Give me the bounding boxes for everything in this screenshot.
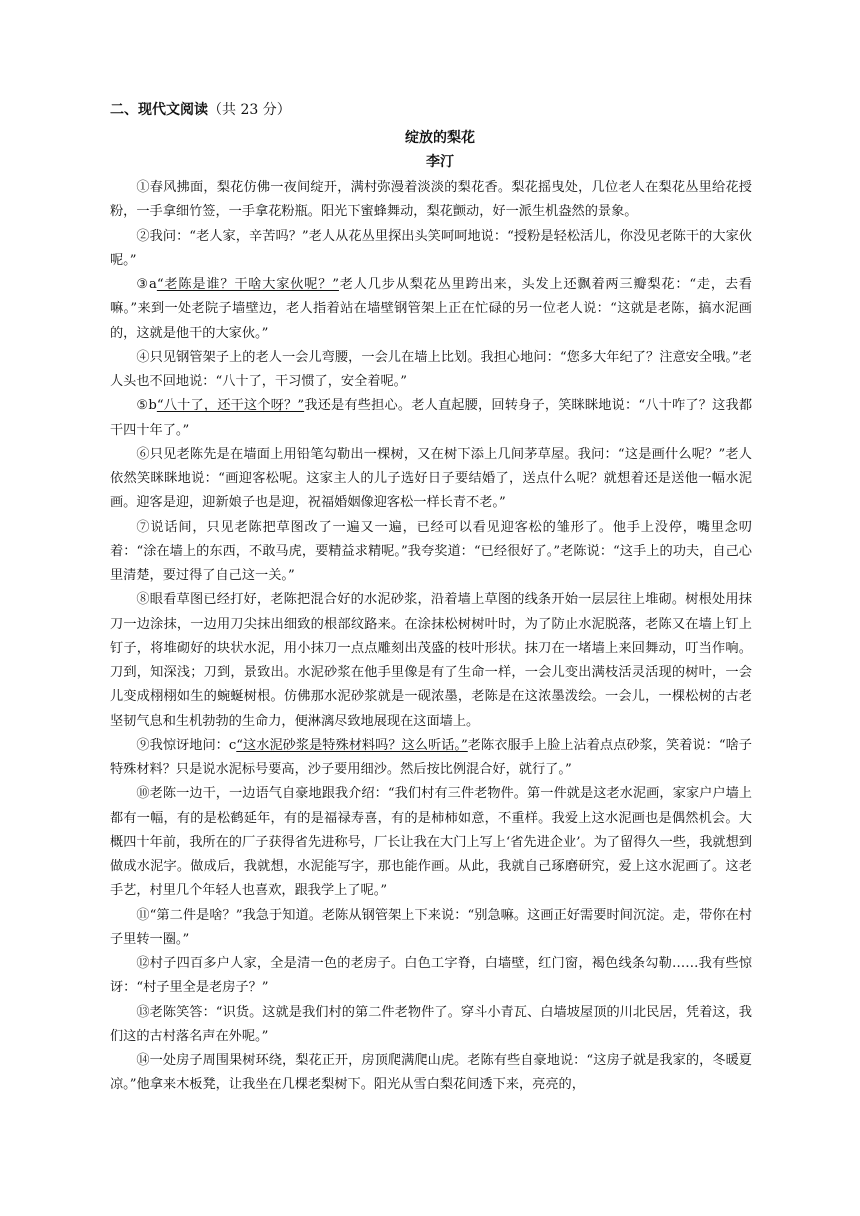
paragraph-text: ⑩老陈一边干，一边语气自豪地跟我介绍：“我们村有三件老物件。第一件就是这老水泥画，家家户户墙上都有一幅，有的是松鹤延年，有的是福禄寿喜，有的是柿柿如意，不重样。我爱上这水泥画也是偶然机会。大概四十年前，我所在的厂子获得省先进称号，厂长让我在大门上写上‘省先进企业’。为了留得久一些，我就想到做成水泥字。做成后，我就想，水泥能写字，那也能作画。从此，我就自己琢磨研究，爱上这水泥画了。这老手艺，村里几个年轻人也喜欢，跟我学上了呢。” <box>110 786 752 899</box>
underlined-sentence-c: “这水泥砂浆是特殊材料吗？这么听话。” <box>236 737 468 753</box>
paragraph-1 <box>110 176 752 225</box>
article-author: 李汀 <box>426 154 454 170</box>
paragraph-text: ①春风拂面，梨花仿佛一夜间绽开，满村弥漫着淡淡的梨花香。梨花摇曳处，几位老人在梨花丛里给花授粉，一手拿细竹签，一手拿花粉瓶。阳光下蜜蜂舞动，梨花颤动，好一派生机盎然的景象。 <box>110 180 752 220</box>
paragraph-11 <box>110 904 752 953</box>
paragraph-9 <box>110 734 752 783</box>
paragraph-text: ④只见钢管架子上的老人一会儿弯腰，一会儿在墙上比划。我担心地问：“您多大年纪了？注意安全哦。”老人头也不回地说：“八十了，干习惯了，安全着呢。” <box>110 349 752 389</box>
paragraph-text: ⑪“第二件是啥？”我急于知道。老陈从钢管架上下来说：“别急嘛。这画正好需要时间沉淀。走，带你在村子里转一圈。” <box>110 907 752 947</box>
paragraph-text: ⑤b <box>136 398 157 414</box>
paragraph-text: ⑥只见老陈先是在墙面上用铅笔勾勒出一棵树，又在树下添上几间茅草屋。我问：“这是画什么呢？”老人依然笑眯眯地说：“画迎客松呢。这家主人的儿子选好日子要结婚了，送点什么呢？就想着还是送他一幅水泥画。迎客是迎，迎新娘子也是迎，祝福婚姻像迎客松一样长青不老。” <box>110 446 752 511</box>
paragraph-text: ⑬老陈笑答：“识货。这就是我们村的第二件老物件了。穿斗小青瓦、白墙坡屋顶的川北民居，凭着这，我们这的古村落名声在外呢。” <box>110 1004 752 1044</box>
paragraph-14 <box>110 1049 752 1098</box>
paragraph-5 <box>110 394 752 443</box>
paragraph-text: 老陈衣服手上脸上沾着点点砂浆，笑着说：“啥子特殊材料？只是说水泥标号要高，沙子要用细沙。然后按比例混合好，就行了。” <box>110 737 752 777</box>
article-body <box>110 176 752 1098</box>
paragraph-text: ⑦说话间，只见老陈把草图改了一遍又一遍，已经可以看见迎客松的雏形了。他手上没停，嘴里念叨着：“涂在墙上的东西，不敢马虎，要精益求精呢。”我夸奖道：“已经很好了。”老陈说：“这手上的功夫，自己心里清楚，要过得了自己这一关。” <box>110 519 752 583</box>
paragraph-12 <box>110 952 752 1001</box>
paragraph-10 <box>110 782 752 903</box>
document-page <box>110 96 752 1098</box>
article-title: 绽放的梨花 <box>405 130 475 146</box>
section-heading <box>110 96 752 124</box>
paragraph-2 <box>110 225 752 274</box>
paragraph-text: ③a <box>136 277 157 292</box>
section-score: （共 23 分） <box>208 102 291 118</box>
underlined-sentence-b: “八十了，还干这个呀？” <box>156 398 305 414</box>
paragraph-4 <box>110 346 752 395</box>
paragraph-text: ⑭一处房子周围果树环绕，梨花正开，房顶爬满爬山虎。老陈有些自豪地说：“这房子就是我家的，冬暖夏凉。”他拿来木板凳，让我坐在几棵老梨树下。阳光从雪白梨花间透下来，亮亮的， <box>110 1053 752 1093</box>
paragraph-6 <box>110 443 752 516</box>
paragraph-text: ②我问：“老人家，辛苦吗？”老人从花丛里探出头笑呵呵地说：“授粉是轻松活儿，你没见老陈干的大家伙呢。” <box>110 228 752 268</box>
paragraph-text: ⑧眼看草图已经打好，老陈把混合好的水泥砂浆，沿着墙上草图的线条开始一层层往上堆砌。树根处用抹刀一边涂抹，一边用刀尖抹出细致的根部纹路来。在涂抹松树树叶时，为了防止水泥脱落，老陈又在墙上钉上钉子，将堆砌好的块状水泥，用小抹刀一点点雕刻出茂盛的枝叶形状。抹刀在一堵墙上来回舞动，叮当作响。刀到，知深浅；刀到，景致出。水泥砂浆在他手里像是有了生命一样，一会儿变出满枝活灵活现的树叶，一会儿变成栩栩如生的蜿蜒树根。仿佛那水泥砂浆就是一砚浓墨，老陈是在这浓墨泼绘。一会儿，一棵松树的古老坚韧气息和生机勃勃的生命力，便淋漓尽致地展现在这面墙上。 <box>110 592 752 729</box>
section-heading-text: 二、现代文阅读 <box>110 102 208 118</box>
paragraph-text: 老人几步从梨花丛里跨出来，头发上还飘着两三瓣梨花：“走，去看嘛。”来到一处老院子墙壁边，老人指着站在墙壁钢管架上正在忙碌的另一位老人说：“这就是老陈，搞水泥画的，这就是他干的大家伙。” <box>110 277 752 341</box>
paragraph-3 <box>110 273 752 346</box>
paragraph-8 <box>110 588 752 734</box>
paragraph-7 <box>110 516 752 589</box>
paragraph-text: 我还是有些担心。老人直起腰，回转身子，笑眯眯地说：“八十咋了？这我都干四十年了。” <box>110 398 753 438</box>
paragraph-13 <box>110 1001 752 1050</box>
underlined-sentence-a: “老陈是谁？干啥大家伙呢？” <box>156 277 339 292</box>
paragraph-text: ⑨我惊讶地问：c <box>136 737 237 753</box>
paragraph-text: ⑫村子四百多户人家，全是清一色的老房子。白色工字脊，白墙壁，红门窗，褐色线条勾勒……我有些惊讶：“村子里全是老房子？” <box>110 956 752 996</box>
